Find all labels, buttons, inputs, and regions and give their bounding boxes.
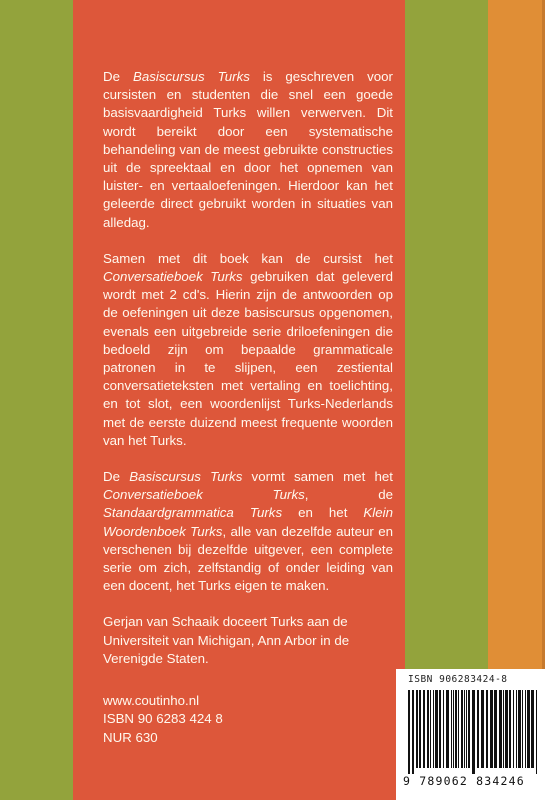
- barcode-bar: [505, 690, 508, 768]
- barcode-bar: [416, 690, 418, 768]
- barcode-bar: [486, 690, 488, 768]
- barcode-bar: [461, 690, 463, 768]
- barcode-bar: [458, 690, 459, 768]
- barcode-digits: 9 789062 834246: [403, 774, 525, 788]
- book-title-italic: Basiscursus Turks: [129, 469, 243, 485]
- book-title-italic: Conversatieboek Turks: [103, 269, 243, 285]
- barcode-bar: [423, 690, 425, 768]
- barcode-bar: [503, 690, 504, 768]
- barcode-bar: [443, 690, 444, 768]
- barcode-bar: [525, 690, 526, 768]
- barcode-bar: [453, 690, 454, 768]
- barcode-bar: [455, 690, 457, 768]
- barcode-bars: [406, 690, 541, 774]
- publisher-info: [103, 692, 393, 747]
- barcode-bar: [435, 690, 438, 768]
- isbn-line: ISBN 90 6283 424 8: [103, 711, 223, 727]
- barcode-bar: [468, 690, 470, 768]
- book-title-italic: Conversatieboek Turks: [103, 487, 305, 503]
- barcode-panel: [396, 669, 545, 800]
- book-title-italic: Basiscursus Turks: [132, 69, 250, 84]
- barcode-bar: [499, 690, 502, 768]
- barcode-bar: [481, 690, 484, 768]
- barcode-bar: [427, 690, 429, 768]
- barcode-bar: [518, 690, 521, 768]
- barcode-bar: [522, 690, 523, 768]
- barcode-bar: [472, 690, 475, 774]
- barcode-bar: [412, 690, 414, 774]
- barcode-bar: [531, 690, 534, 768]
- barcode-bar: [477, 690, 479, 768]
- barcode-isbn-label: ISBN 906283424-8: [408, 674, 508, 685]
- barcode-bar: [490, 690, 493, 768]
- barcode-bar: [494, 690, 497, 768]
- back-cover-text: [103, 68, 393, 747]
- series-paragraph: De Basiscursus Turks vormt samen met het Conversatieboek Turks, de Standaardgrammatica Turks en het Klein Woordenboek Turks, alle van dezelfde auteur en verschenen bij dezelfde uitgever, een complete serie om zich, zelfstandig of onder leiding van een docent, het Turks eigen te maken.: [103, 469, 393, 594]
- companion-book-paragraph: Samen met dit boek kan de cursist het Conversatieboek Turks gebruiken dat geleverd wordt met 2 cd's. Hierin zijn de antwoorden op de oefeningen uit deze basiscursus opgenomen, evenals een uitgebreide serie driloefeningen die bedoeld zijn om bepaalde grammaticale patronen in te slijpen, een zestiental conversatieteksten met vertaling en toelichting, en tot slot, een woordenlijst Turks-Nederlands met de eerste duizend meest frequente woorden van het Turks.: [103, 250, 393, 448]
- barcode-bar: [451, 690, 452, 768]
- nur-code: NUR 630: [103, 729, 158, 745]
- barcode-bar: [516, 690, 517, 768]
- barcode-bar: [446, 690, 449, 768]
- barcode-bar: [536, 690, 537, 774]
- green-stripe-left: [0, 0, 73, 800]
- barcode-bar: [439, 690, 441, 768]
- barcode-bar: [509, 690, 511, 768]
- barcode-bar: [464, 690, 465, 768]
- description-paragraph: De Basiscursus Turks is geschreven voor cursisten en studenten die snel een goede basisvaardigheid Turks willen verwerven. Dit wordt bereikt door een systematische behandeling van de meest gebruikte constructies uit de spreektaal en door het opnemen van luister- en vertaaloefeningen. Hierdoor kan het geleerde direct gebruikt worden in situaties van alledag.: [103, 69, 393, 230]
- barcode-bar: [430, 690, 431, 768]
- barcode-bar: [513, 690, 514, 768]
- barcode-bar: [466, 690, 467, 768]
- publisher-website: www.coutinho.nl: [103, 693, 200, 709]
- barcode-bar: [433, 690, 434, 768]
- barcode-bar: [527, 690, 530, 768]
- author-bio: Gerjan van Schaaik doceert Turks aan de Universiteit van Michigan, Ann Arbor in de Verenigde Staten.: [103, 614, 350, 666]
- barcode-bar: [408, 690, 410, 774]
- barcode-bar: [419, 690, 421, 768]
- book-title-italic: Klein Woordenboek Turks: [103, 505, 393, 539]
- book-title-italic: Standaardgrammatica Turks: [103, 505, 283, 521]
